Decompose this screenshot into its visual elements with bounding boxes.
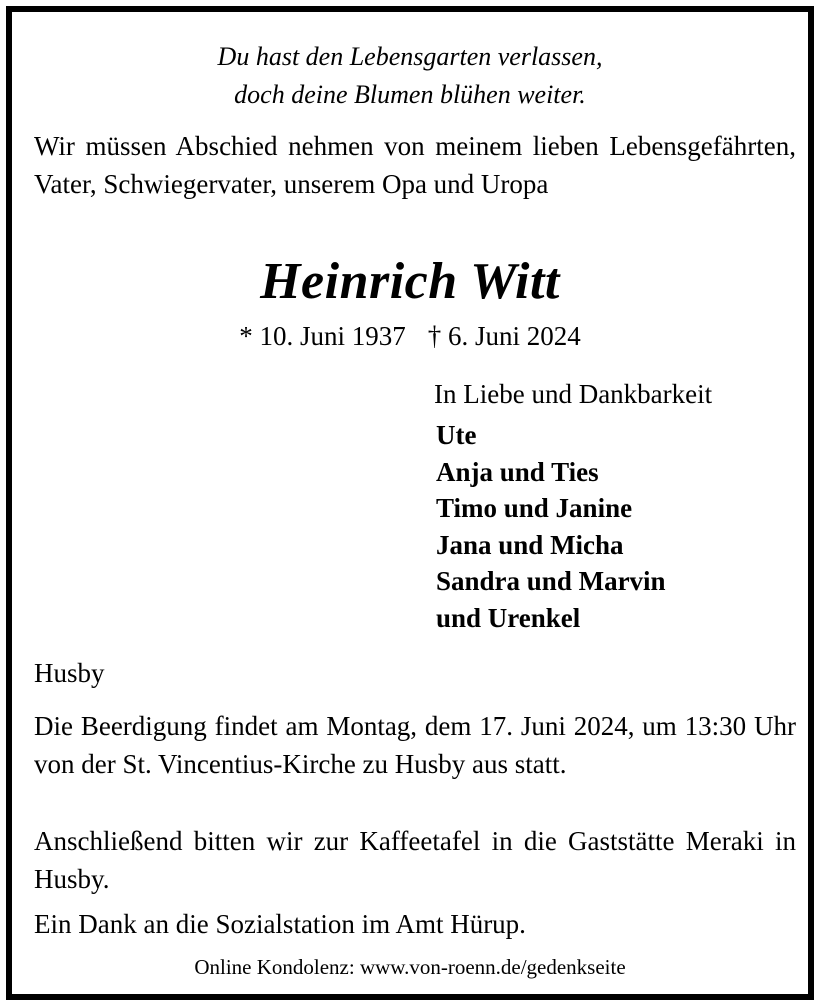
family-member: Jana und Micha [436,529,624,560]
family-member: Sandra und Marvin [436,566,666,596]
coffee-info: Anschließend bitten wir zur Kaffeetafel in die Gaststätte Meraki in Husby. [34,826,796,894]
poem-line-1: Du hast den Lebensgarten verlassen, [217,42,603,71]
online-condolence-link[interactable]: Online Kondolenz: www.von-roenn.de/gedenkseite [194,955,626,979]
closing-phrase: In Liebe und Dankbarkeit [434,379,713,409]
poem-verse [12,38,808,114]
poem-line-2: doch deine Blumen blühen weiter. [234,80,586,109]
family-list [436,417,666,636]
thanks-text: Ein Dank an die Sozialstation im Amt Hürup. [34,909,526,939]
obituary-notice [6,6,814,1000]
death-date: † 6. Juni 2024 [427,321,581,351]
funeral-info: Die Beerdigung findet am Montag, dem 17. Juni 2024, um 13:30 Uhr von der St. Vincentius-Kirche zu Husby aus statt. [34,711,796,779]
family-member: Timo und Janine [436,493,633,523]
family-member: Anja und Ties [436,456,599,487]
family-member: Ute [436,420,477,450]
life-dates [12,317,808,355]
family-member: und Urenkel [436,602,581,633]
place-name: Husby [34,658,105,688]
deceased-name: Heinrich Witt [260,253,560,310]
intro-text: Wir müssen Abschied nehmen von meinem lieben Lebensgefährten, Vater, Schwiegervater, unserem Opa und Uropa [34,131,796,199]
birth-date: * 10. Juni 1937 [239,321,406,351]
